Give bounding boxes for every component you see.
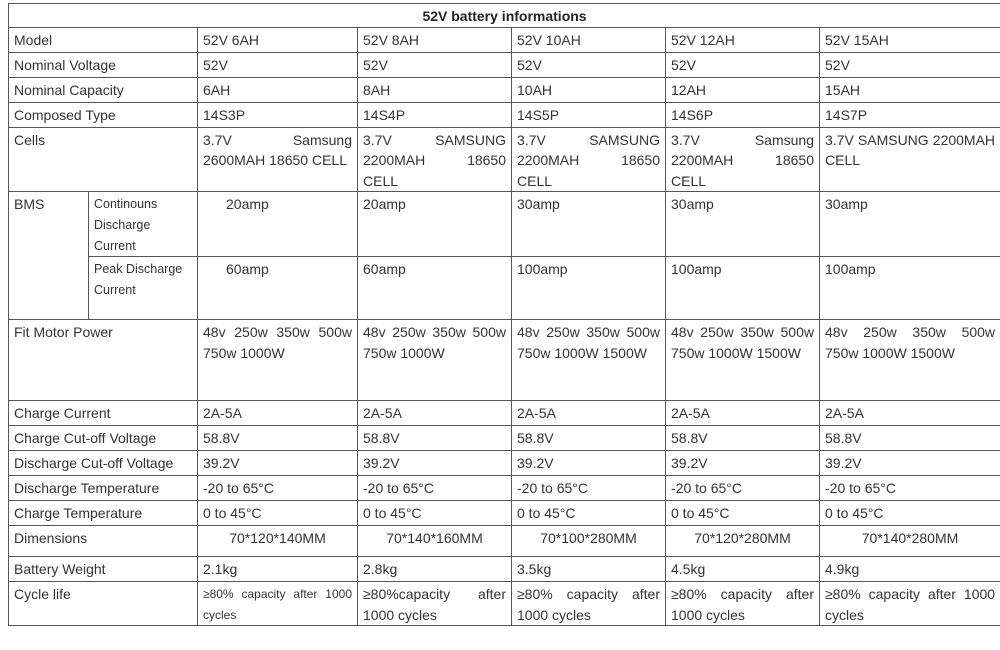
row-label-discharge-cutoff-voltage: Discharge Cut-off Voltage: [9, 451, 198, 476]
cell-battery-weight-2: 2.8kg: [358, 557, 512, 582]
table-row: [9, 320, 1000, 401]
row-label-discharge-temperature: Discharge Temperature: [9, 476, 198, 501]
cell-battery-weight-4: 4.5kg: [666, 557, 820, 582]
cell-cells-4: 3.7V Samsung 2200MAH 18650 CELL: [666, 127, 820, 192]
table-row: [9, 27, 1000, 52]
cell-charge-cutoff-voltage-4: 58.8V: [666, 426, 820, 451]
cell-battery-weight-3: 3.5kg: [512, 557, 666, 582]
cell-bms-peak-1: 60amp: [198, 257, 358, 320]
cell-composed-type-1: 14S3P: [198, 102, 358, 127]
cell-model-3: 52V 10AH: [512, 27, 666, 52]
cell-charge-current-1: 2A-5A: [198, 401, 358, 426]
cell-cells-3: 3.7V SAMSUNG 2200MAH 18650 CELL: [512, 127, 666, 192]
table-row: [9, 102, 1000, 127]
cell-dimensions-4: 70*120*280MM: [666, 526, 820, 557]
cell-cells-1: 3.7V Samsung 2600MAH 18650 CELL: [198, 127, 358, 192]
cell-charge-current-3: 2A-5A: [512, 401, 666, 426]
cell-composed-type-3: 14S5P: [512, 102, 666, 127]
cell-bms-peak-5: 100amp: [820, 257, 1000, 320]
cell-model-5: 52V 15AH: [820, 27, 1000, 52]
row-label-cycle-life: Cycle life: [9, 582, 198, 626]
table-row: [9, 127, 1000, 192]
cell-composed-type-4: 14S6P: [666, 102, 820, 127]
cell-cells-2: 3.7V SAMSUNG 2200MAH 18650 CELL: [358, 127, 512, 192]
row-label-fit-motor-power: Fit Motor Power: [9, 320, 198, 401]
cell-dimensions-3: 70*100*280MM: [512, 526, 666, 557]
row-sublabel-peak-discharge: Peak Discharge Current: [89, 257, 198, 320]
cell-nominal-capacity-2: 8AH: [358, 77, 512, 102]
row-label-charge-cutoff-voltage: Charge Cut-off Voltage: [9, 426, 198, 451]
cell-model-2: 52V 8AH: [358, 27, 512, 52]
cell-battery-weight-5: 4.9kg: [820, 557, 1000, 582]
cell-fit-motor-power-5: 48v 250w 350w 500w 750w 1000W 1500W: [820, 320, 1000, 401]
cell-model-4: 52V 12AH: [666, 27, 820, 52]
cell-charge-cutoff-voltage-1: 58.8V: [198, 426, 358, 451]
cell-bms-continuous-3: 30amp: [512, 192, 666, 257]
table-row: [9, 557, 1000, 582]
row-label-dimensions: Dimensions: [9, 526, 198, 557]
cell-nominal-capacity-1: 6AH: [198, 77, 358, 102]
cell-charge-current-5: 2A-5A: [820, 401, 1000, 426]
cell-fit-motor-power-2: 48v 250w 350w 500w 750w 1000W: [358, 320, 512, 401]
cell-discharge-temperature-4: -20 to 65°C: [666, 476, 820, 501]
cell-nominal-voltage-2: 52V: [358, 52, 512, 77]
cell-charge-cutoff-voltage-3: 58.8V: [512, 426, 666, 451]
table-row: [9, 451, 1000, 476]
cell-nominal-voltage-4: 52V: [666, 52, 820, 77]
cell-nominal-capacity-5: 15AH: [820, 77, 1000, 102]
cell-bms-continuous-2: 20amp: [358, 192, 512, 257]
table-row: [9, 476, 1000, 501]
cell-dimensions-1: 70*120*140MM: [198, 526, 358, 557]
cell-dimensions-5: 70*140*280MM: [820, 526, 1000, 557]
cell-discharge-cutoff-voltage-5: 39.2V: [820, 451, 1000, 476]
cell-charge-temperature-3: 0 to 45°C: [512, 501, 666, 526]
cell-charge-cutoff-voltage-2: 58.8V: [358, 426, 512, 451]
cell-discharge-cutoff-voltage-3: 39.2V: [512, 451, 666, 476]
cell-charge-temperature-1: 0 to 45°C: [198, 501, 358, 526]
cell-cells-5: 3.7V SAMSUNG 2200MAH CELL: [820, 127, 1000, 192]
battery-spec-table: [8, 3, 1000, 626]
cell-charge-current-4: 2A-5A: [666, 401, 820, 426]
row-label-battery-weight: Battery Weight: [9, 557, 198, 582]
table-row: [9, 257, 1000, 320]
cell-discharge-cutoff-voltage-2: 39.2V: [358, 451, 512, 476]
cell-discharge-temperature-3: -20 to 65°C: [512, 476, 666, 501]
table-row: [9, 501, 1000, 526]
cell-charge-temperature-4: 0 to 45°C: [666, 501, 820, 526]
cell-nominal-capacity-3: 10AH: [512, 77, 666, 102]
cell-discharge-cutoff-voltage-1: 39.2V: [198, 451, 358, 476]
cell-bms-peak-4: 100amp: [666, 257, 820, 320]
cell-cycle-life-5: ≥80% capacity after 1000 cycles: [820, 582, 1000, 626]
row-sublabel-continuous-discharge: Continouns Discharge Current: [89, 192, 198, 257]
cell-charge-temperature-5: 0 to 45°C: [820, 501, 1000, 526]
row-label-composed-type: Composed Type: [9, 102, 198, 127]
row-label-cells: Cells: [9, 127, 198, 192]
cell-nominal-capacity-4: 12AH: [666, 77, 820, 102]
cell-battery-weight-1: 2.1kg: [198, 557, 358, 582]
table-row: [9, 582, 1000, 626]
table-row: [9, 526, 1000, 557]
cell-nominal-voltage-3: 52V: [512, 52, 666, 77]
table-row: [9, 77, 1000, 102]
cell-discharge-cutoff-voltage-4: 39.2V: [666, 451, 820, 476]
cell-bms-peak-2: 60amp: [358, 257, 512, 320]
cell-bms-continuous-1: 20amp: [198, 192, 358, 257]
row-label-nominal-voltage: Nominal Voltage: [9, 52, 198, 77]
cell-composed-type-5: 14S7P: [820, 102, 1000, 127]
cell-cycle-life-1: ≥80% capacity after 1000 cycles: [198, 582, 358, 626]
cell-discharge-temperature-5: -20 to 65°C: [820, 476, 1000, 501]
cell-dimensions-2: 70*140*160MM: [358, 526, 512, 557]
cell-composed-type-2: 14S4P: [358, 102, 512, 127]
cell-bms-continuous-4: 30amp: [666, 192, 820, 257]
cell-charge-cutoff-voltage-5: 58.8V: [820, 426, 1000, 451]
cell-fit-motor-power-1: 48v 250w 350w 500w 750w 1000W: [198, 320, 358, 401]
row-label-bms: BMS: [9, 192, 89, 320]
cell-discharge-temperature-1: -20 to 65°C: [198, 476, 358, 501]
cell-model-1: 52V 6AH: [198, 27, 358, 52]
cell-nominal-voltage-5: 52V: [820, 52, 1000, 77]
table-row: [9, 401, 1000, 426]
cell-fit-motor-power-4: 48v 250w 350w 500w 750w 1000W 1500W: [666, 320, 820, 401]
cell-charge-current-2: 2A-5A: [358, 401, 512, 426]
row-label-charge-temperature: Charge Temperature: [9, 501, 198, 526]
cell-cycle-life-3: ≥80% capacity after 1000 cycles: [512, 582, 666, 626]
row-label-nominal-capacity: Nominal Capacity: [9, 77, 198, 102]
table-row: [9, 52, 1000, 77]
table-row: [9, 426, 1000, 451]
table-title: 52V battery informations: [9, 4, 1000, 28]
row-label-model: Model: [9, 27, 198, 52]
cell-cycle-life-4: ≥80% capacity after 1000 cycles: [666, 582, 820, 626]
table-row: [9, 192, 1000, 257]
cell-bms-peak-3: 100amp: [512, 257, 666, 320]
cell-bms-continuous-5: 30amp: [820, 192, 1000, 257]
cell-nominal-voltage-1: 52V: [198, 52, 358, 77]
cell-charge-temperature-2: 0 to 45°C: [358, 501, 512, 526]
row-label-charge-current: Charge Current: [9, 401, 198, 426]
cell-discharge-temperature-2: -20 to 65°C: [358, 476, 512, 501]
cell-cycle-life-2: ≥80%capacity after 1000 cycles: [358, 582, 512, 626]
cell-fit-motor-power-3: 48v 250w 350w 500w 750w 1000W 1500W: [512, 320, 666, 401]
